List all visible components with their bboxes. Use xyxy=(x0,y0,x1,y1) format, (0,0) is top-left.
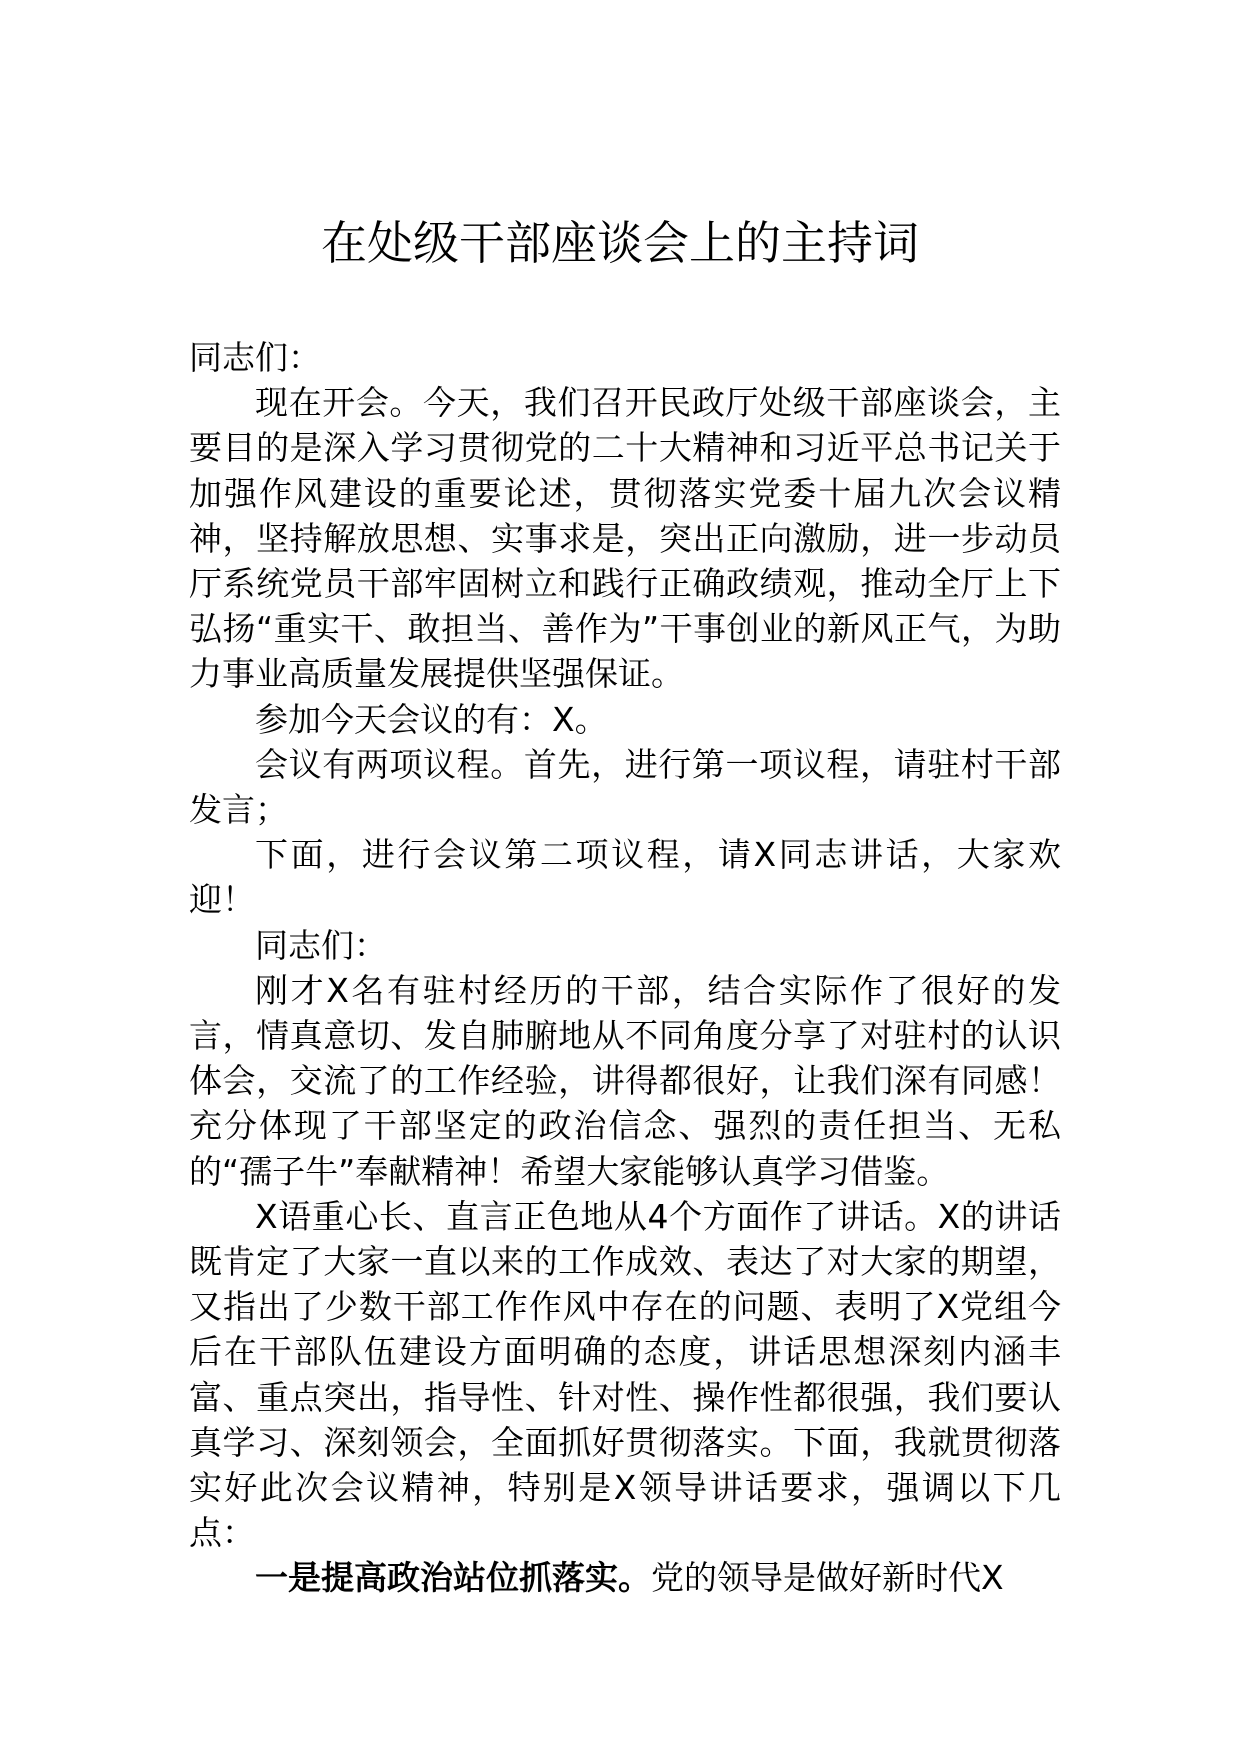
paragraph-salutation-2: 同志们： xyxy=(255,925,387,965)
paragraph-summary: X语重心长、直言正色地从4个方面作了讲话。X的讲话既肯定了大家一直以来的工作成效、表达了对大家的期望，又指出了少数干部工作作风中存在的问题、表明了X党组今后在干部队伍建设方面明确的态度，讲话思想深刻内涵丰富、重点突出，指导性、针对性、操作性都很强，我们要认真学习、深刻领会，全面抓好贯彻落实。下面，我就贯彻落实好此次会议精神，特别是X领导讲话要求，强调以下几点： xyxy=(189,1196,1061,1553)
paragraph-point-one xyxy=(189,1555,1061,1600)
paragraph-agenda: 会议有两项议程。首先，进行第一项议程，请驻村干部发言； xyxy=(189,744,1061,830)
paragraph-attendees: 参加今天会议的有：X。 xyxy=(255,699,608,739)
paragraph-opening: 现在开会。今天，我们召开民政厅处级干部座谈会，主要目的是深入学习贯彻党的二十大精神和习近平总书记关于加强作风建设的重要论述，贯彻落实党委十届九次会议精神，坚持解放思想、实事求是，突出正向激励，进一步动员厅系统党员干部牢固树立和践行正确政绩观，推动全厅上下弘扬“重实干、敢担当、善作为”干事创业的新风正气，为助力事业高质量发展提供坚强保证。 xyxy=(189,383,1061,694)
salutation: 同志们： xyxy=(189,338,321,377)
paragraph-review: 刚才X名有驻村经历的干部，结合实际作了很好的发言，情真意切、发自肺腑地从不同角度分享了对驻村的认识体会，交流了的工作经验，讲得都很好，让我们深有同感！充分体现了干部坚定的政治信念、强烈的责任担当、无私的“孺子牛”奉献精神！希望大家能够认真学习借鉴。 xyxy=(189,970,1061,1191)
document-title: 在处级干部座谈会上的主持词 xyxy=(321,216,919,270)
point-one-heading: 一是提高政治站位抓落实。 xyxy=(255,1558,651,1598)
document-body xyxy=(189,335,1061,1601)
paragraph-second-agenda: 下面，进行会议第二项议程，请X同志讲话，大家欢迎！ xyxy=(189,835,1061,920)
point-one-text: 党的领导是做好新时代X xyxy=(651,1558,1004,1598)
